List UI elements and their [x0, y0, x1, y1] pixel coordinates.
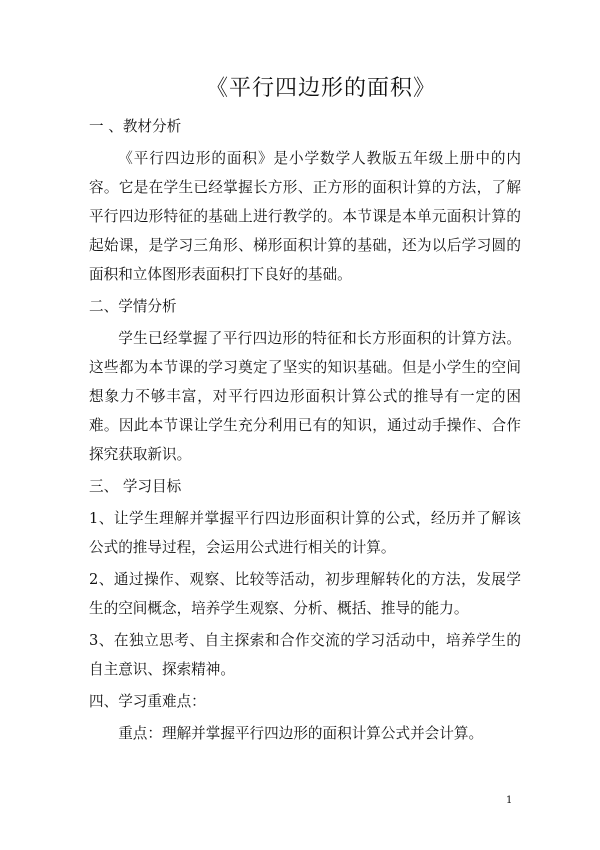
section-heading-student-analysis: 二、学情分析 [89, 298, 177, 315]
learning-goal-item: 2、通过操作、观察、比较等活动，初步理解转化的方法，发展学生的空间概念，培养学生观察、分析、概括、推导的能力。 [89, 571, 521, 617]
learning-goal-item: 1、让学生理解并掌握平行四边形面积计算的公式，经历并了解该公式的推导过程，会运用公式进行相关的计算。 [89, 510, 521, 556]
document-title: 《平行四边形的面积》 [205, 76, 436, 101]
section-heading-key-points: 四、学习重难点： [89, 693, 206, 710]
section-heading-learning-goals: 三、 学习目标 [89, 478, 182, 495]
key-point-paragraph: 重点：理解并掌握平行四边形的面积计算公式并会计算。 [118, 725, 484, 742]
page-number: 1 [506, 795, 513, 806]
student-analysis-paragraph: 学生已经掌握了平行四边形的特征和长方形面积的计算方法。这些都为本节课的学习奠定了坚实的知识基础。但是小学生的空间想象力不够丰富，对平行四边形面积计算公式的推导有一定的困难。因此本节课让学生充分利用已有的知识，通过动手操作、合作探究获取新识。 [89, 330, 521, 463]
textbook-analysis-paragraph: 《平行四边形的面积》是小学数学人教版五年级上册中的内容。它是在学生已经掌握长方形、正方形的面积计算的方法，了解平行四边形特征的基础上进行教学的。本节课是本单元面积计算的起始课，是学习三角形、梯形面积计算的基础，还为以后学习圆的面积和立体图形表面积打下良好的基础。 [89, 150, 521, 283]
document-body [89, 112, 521, 751]
section-heading-textbook-analysis: 一 、教材分析 [89, 118, 182, 135]
learning-goal-item: 3、在独立思考、自主探索和合作交流的学习活动中，培养学生的自主意识、探索精神。 [89, 632, 521, 678]
